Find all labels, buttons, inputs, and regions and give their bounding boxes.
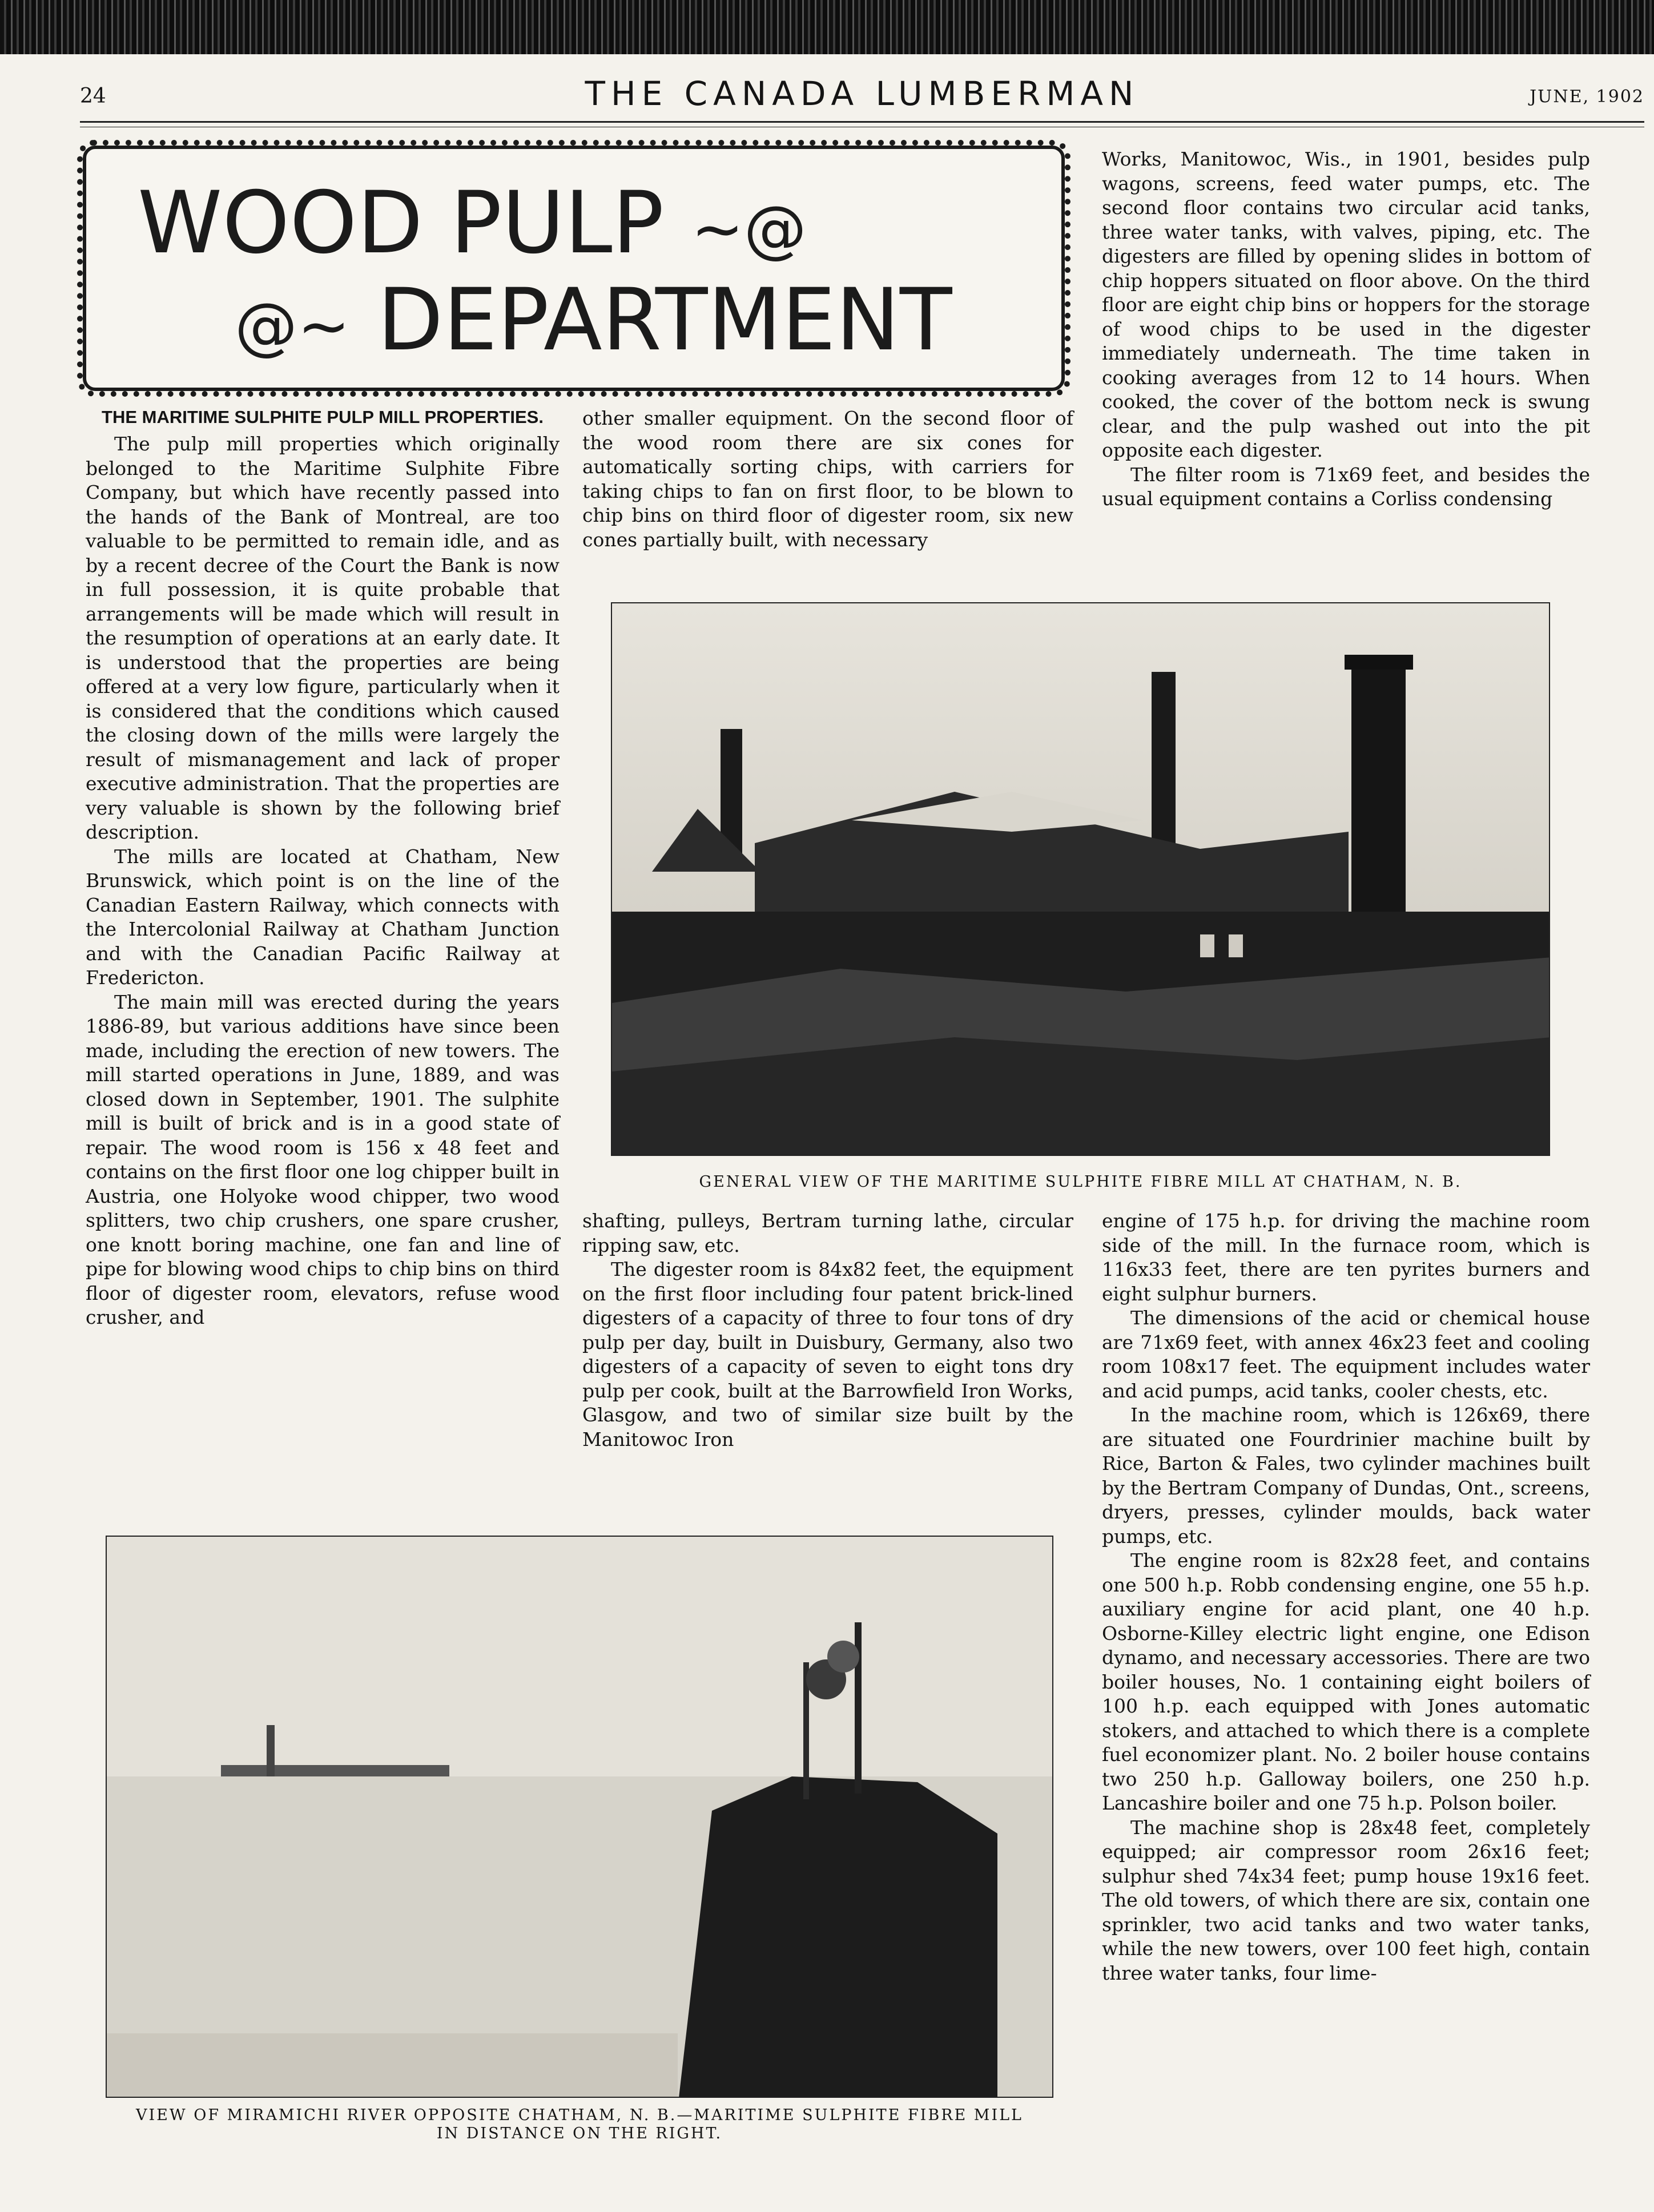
- paragraph: Works, Manitowoc, Wis., in 1901, besides pulp wagons, screens, feed water pumps, etc. The second floor contains two circular acid tanks, three water tanks, with valves, piping, etc. The digesters are filled by opening slides in bottom of chip hoppers situated on floor above. On the third floor are eight chip bins or hoppers for the storage of wood chips to be used in the digester immediately underneath. The time taken in cooking averages from 12 to 14 hours. When cooked, the cover of the bottom neck is swung clear, and the pulp washed out into the pit opposite each digester.: [1102, 148, 1590, 461]
- page-number: 24: [80, 84, 106, 108]
- issue-date: JUNE, 1902: [1530, 87, 1644, 107]
- mill-photograph: [611, 602, 1550, 1156]
- article-headline: THE MARITIME SULPHITE PULP MILL PROPERTIES.: [102, 407, 544, 427]
- article-column-1: [86, 406, 560, 1330]
- paragraph: The machine shop is 28x48 feet, completely equipped; air compressor room 26x16 feet; sulphur shed 74x34 feet; pump house 19x16 feet. The old towers, of which there are six, contain one sprinkler, two acid tanks and two water tanks, while the new towers, over 100 feet high, contain three water tanks, four lime-: [1102, 1816, 1590, 1984]
- scan-edge-band: [0, 0, 1654, 54]
- article-column-3-top: [1102, 147, 1590, 511]
- river-caption-line-2: IN DISTANCE ON THE RIGHT.: [436, 2125, 723, 2142]
- river-caption-line-1: VIEW OF MIRAMICHI RIVER OPPOSITE CHATHAM, N. B.—MARITIME SULPHITE FIBRE MILL: [136, 2106, 1023, 2124]
- paragraph: The main mill was erected during the years 1886-89, but various additions have since been made, including the erection of new towers. The mill started operations in June, 1889, and was closed down in September, 1901. The sulphite mill is built of brick and is in a good state of repair. The wood room is 156 x 48 feet and contains on the first floor one log chipper built in Austria, one Holyoke wood chipper, two wood splitters, two chip crushers, one spare crusher, one knott boring machine, one fan and line of pipe for blowing wood chips to chip bins on third floor of digester room, elevators, refuse wood crusher, and: [86, 990, 560, 1328]
- paragraph: engine of 175 h.p. for driving the machine room side of the mill. In the furnace room, which is 116x33 feet, there are ten pyrites burners and eight sulphur burners.: [1102, 1210, 1590, 1305]
- banner-line-1: WOOD PULP ~@: [138, 174, 807, 273]
- article-column-3-bottom: [1102, 1209, 1590, 1985]
- paragraph: shafting, pulleys, Bertram turning lathe, circular ripping saw, etc.: [582, 1210, 1073, 1256]
- article-column-2-top: [582, 406, 1073, 552]
- paragraph: The digester room is 84x82 feet, the equipment on the first floor including four patent brick-lined digesters of a capacity of three to four tons of dry pulp per day, built in Duisbury, Germany, also two digesters of a capacity of seven to eight tons dry pulp per cook, built at the Barrowfield Iron Works, Glasgow, and two of similar size built by the Manitowoc Iron: [582, 1258, 1073, 1451]
- paragraph: The engine room is 82x28 feet, and contains one 500 h.p. Robb condensing engine, one 55 h.p. auxiliary engine for acid plant, one 40 h.p. Osborne-Killey electric light engine, one Edison dynamo, and necessary accessories. There are two boiler houses, No. 1 containing eight boilers of 100 h.p. each equipped with Jones automatic stokers, and attached to which there is a complete fuel economizer plant. No. 2 boiler house contains two 250 h.p. Galloway boilers, one 250 h.p. Lancashire boiler and one 75 h.p. Polson boiler.: [1102, 1549, 1590, 1814]
- swirl-ornament-icon: @~: [235, 289, 351, 362]
- article-column-2-bottom: [582, 1209, 1073, 1452]
- paragraph: other smaller equipment. On the second floor of the wood room there are six cones for automatically sorting chips, with carriers for taking chips to fan on first floor, to be blown to chip bins on third floor of digester room, six new cones partially built, with necessary: [582, 407, 1073, 551]
- swirl-ornament-icon: ~@: [691, 192, 807, 265]
- department-banner: [83, 146, 1065, 391]
- river-photograph: [106, 1536, 1053, 2098]
- paragraph: The dimensions of the acid or chemical house are 71x69 feet, with annex 46x23 feet and cooling room 108x17 feet. The equipment includes water and acid pumps, acid tanks, cooler chests, etc.: [1102, 1307, 1590, 1402]
- paragraph: The mills are located at Chatham, New Brunswick, which point is on the line of the Canadian Eastern Railway, which connects with the Intercolonial Railway at Chatham Junction and with the Canadian Pacific Railway at Fredericton.: [86, 845, 560, 989]
- paragraph: The filter room is 71x69 feet, and besides the usual equipment contains a Corliss condensing: [1102, 463, 1590, 510]
- mill-photo-caption: GENERAL VIEW OF THE MARITIME SULPHITE FIBRE MILL AT CHATHAM, N. B.: [699, 1173, 1462, 1191]
- paragraph: The pulp mill properties which originally belonged to the Maritime Sulphite Fibre Company, but which have recently passed into the hands of the Bank of Montreal, are too valuable to be permitted to remain idle, and as by a recent decree of the Court the Bank is now in full possession, it is quite probable that arrangements will be made which will result in the resumption of operations at an early date. It is understood that the properties are being offered at a very low figure, particularly when it is considered that the conditions which caused the closing down of the mills were largely the result of mismanagement and lack of proper executive administration. That the properties are very valuable is shown by the following brief description.: [86, 433, 560, 843]
- page-header: [80, 74, 1644, 114]
- header-rule: [80, 121, 1644, 123]
- banner-line-2: @~ DEPARTMENT: [235, 271, 952, 370]
- paragraph: In the machine room, which is 126x69, there are situated one Fourdrinier machine built by Rice, Barton & Fales, two cylinder machines built by the Bertram Company of Dundas, Ont., screens, dryers, presses, cylinder moulds, back water pumps, etc.: [1102, 1404, 1590, 1548]
- river-photo-caption: [106, 2106, 1053, 2143]
- masthead-title: THE CANADA LUMBERMAN: [585, 74, 1140, 113]
